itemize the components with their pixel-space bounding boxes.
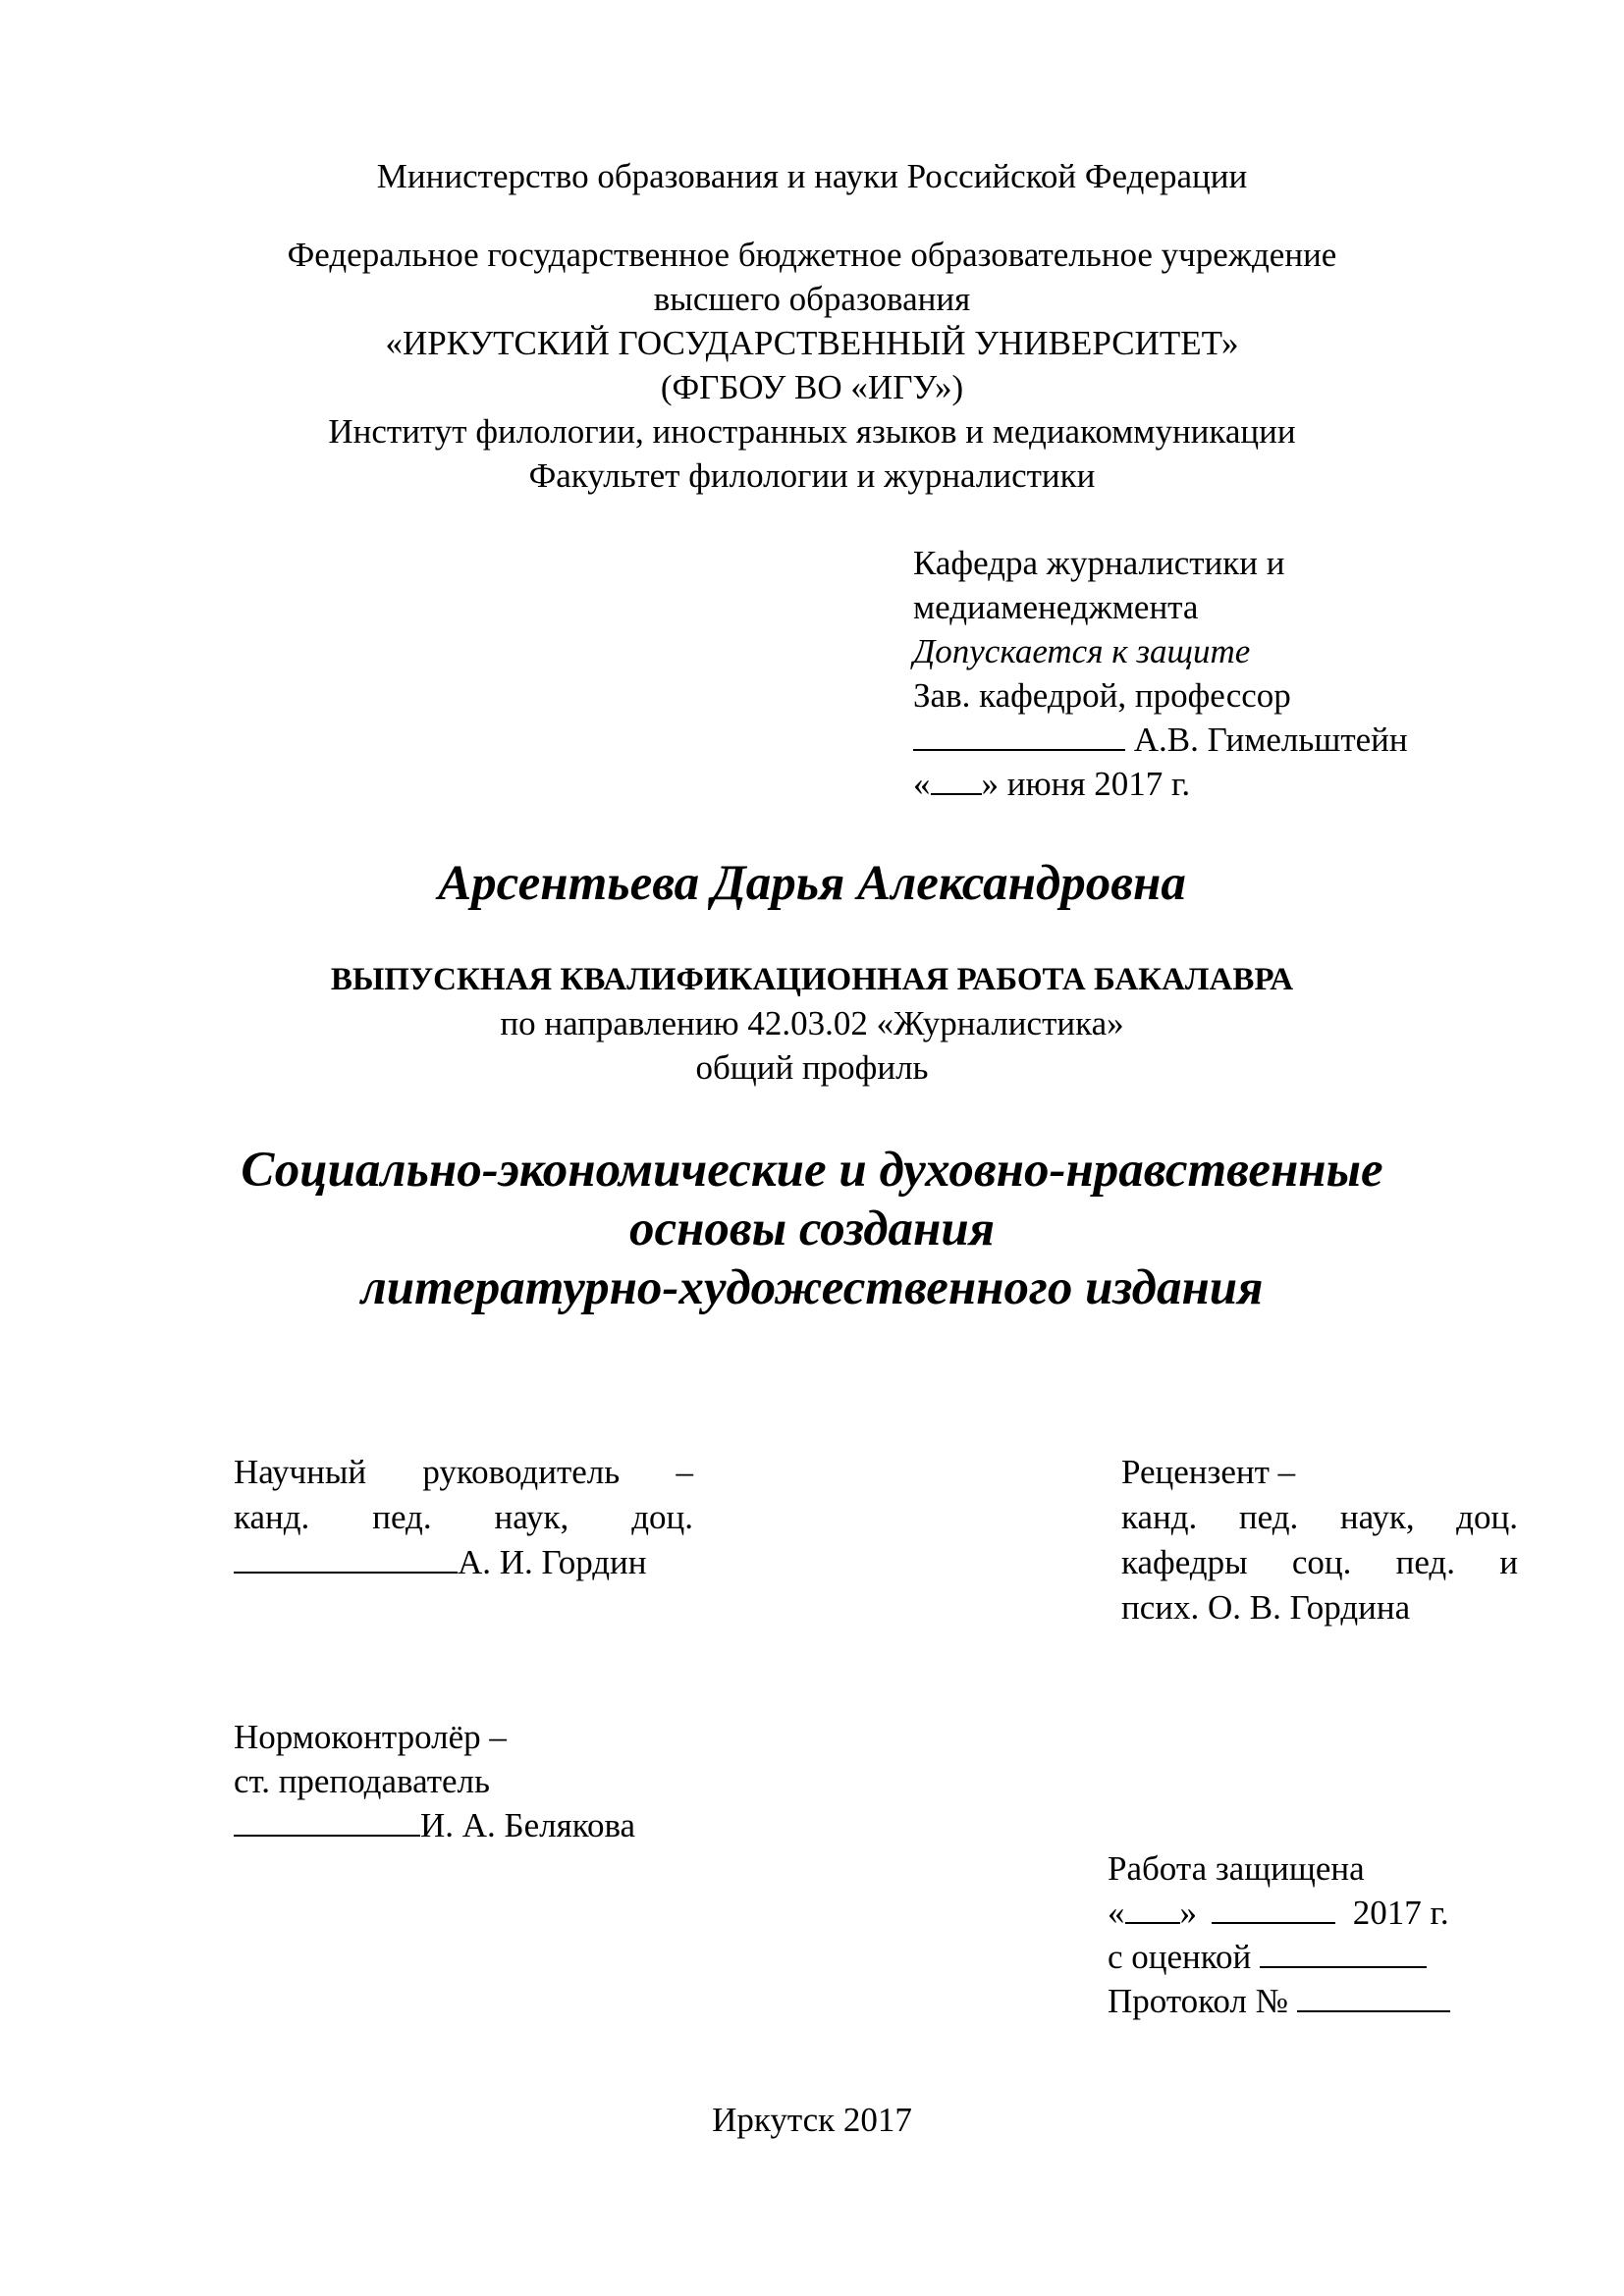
word: пед. <box>1238 1498 1299 1536</box>
admitted-to-defense: Допускается к защите <box>913 632 1251 670</box>
word: пед. <box>372 1498 432 1536</box>
word: доц. <box>631 1498 693 1536</box>
date-rest: » июня 2017 г. <box>981 765 1191 803</box>
month-blank <box>1212 1893 1335 1924</box>
faculty-line: Факультет филологии и журналистики <box>528 456 1096 495</box>
word: Научный <box>234 1453 367 1491</box>
reviewer-block <box>1121 1450 1518 1630</box>
head-of-department: Зав. кафедрой, профессор <box>913 676 1291 715</box>
word: доц. <box>1456 1498 1518 1536</box>
institution-line-2: высшего образования <box>653 280 971 318</box>
normcontrol-name: И. А. Белякова <box>420 1806 636 1844</box>
date-quote-close: » <box>1179 1894 1197 1932</box>
reviewer-role: Рецензент – <box>1121 1453 1296 1491</box>
normcontrol-position: ст. преподаватель <box>234 1762 490 1800</box>
word: канд. <box>1121 1498 1198 1536</box>
department-line-2: медиаменеджмента <box>913 588 1199 626</box>
day-blank <box>931 764 982 795</box>
work-type: ВЫПУСКНАЯ КВАЛИФИКАЦИОННАЯ РАБОТА БАКАЛАВРА <box>330 962 1294 997</box>
word: – <box>676 1453 693 1491</box>
defense-grade <box>1108 1936 1427 1979</box>
supervisor-name: А. И. Гордин <box>458 1543 647 1581</box>
institute-line: Институт филологии, иностранных языков и медиакоммуникации <box>328 412 1296 451</box>
word: соц. <box>1291 1543 1352 1581</box>
ministry-line: Министерство образования и науки Российской Федерации <box>376 157 1248 195</box>
day-blank <box>1125 1893 1180 1924</box>
word: канд. <box>234 1498 310 1536</box>
supervisor-degree <box>234 1495 693 1540</box>
author-name: Арсентьева Дарья Александровна <box>438 856 1186 911</box>
normcontrol-signature-line <box>234 1804 635 1847</box>
word: руководитель <box>422 1453 621 1491</box>
university-abbreviation: (ФГБОУ ВО «ИГУ») <box>660 368 964 406</box>
word: наук, <box>494 1498 569 1536</box>
date-quote-open: « <box>913 765 931 803</box>
signature-blank <box>913 720 1125 751</box>
defense-date <box>1108 1892 1449 1935</box>
supervisor-block <box>234 1450 693 1585</box>
department-line-1: Кафедра журналистики и <box>913 544 1285 582</box>
grade-label: с оценкой <box>1108 1938 1252 1976</box>
signature-blank <box>234 1542 458 1574</box>
topic-line-3: литературно-художественного издания <box>360 1260 1264 1315</box>
normcontrol-role: Нормоконтролёр – <box>234 1718 507 1756</box>
defense-year: 2017 г. <box>1352 1894 1449 1932</box>
defense-protocol <box>1108 1980 1450 2023</box>
signature-blank <box>234 1805 420 1837</box>
grade-blank <box>1260 1937 1427 1968</box>
reviewer-name: псих. О. В. Гордина <box>1121 1588 1411 1627</box>
city-year: Иркутск 2017 <box>712 2101 912 2139</box>
protocol-blank <box>1297 1981 1450 2012</box>
defense-title: Работа защищена <box>1108 1849 1365 1888</box>
topic-line-1: Социально-экономические и духовно-нравственные <box>241 1143 1383 1198</box>
supervisor-signature-line <box>234 1540 693 1585</box>
institution-line-1: Федеральное государственное бюджетное образовательное учреждение <box>287 236 1337 274</box>
reviewer-department <box>1121 1540 1518 1585</box>
university-name: «ИРКУТСКИЙ ГОСУДАРСТВЕННЫЙ УНИВЕРСИТЕТ» <box>385 324 1239 362</box>
word: пед. <box>1395 1543 1455 1581</box>
work-profile: общий профиль <box>695 1048 929 1087</box>
head-signature-line <box>913 719 1408 762</box>
word: наук, <box>1339 1498 1415 1536</box>
work-direction: по направлению 42.03.02 «Журналистика» <box>500 1004 1124 1042</box>
date-quote-open: « <box>1108 1894 1125 1932</box>
protocol-label: Протокол № <box>1108 1982 1289 2020</box>
topic-line-2: основы создания <box>628 1201 996 1256</box>
supervisor-role <box>234 1450 693 1495</box>
reviewer-degree <box>1121 1495 1518 1540</box>
word: кафедры <box>1121 1543 1248 1581</box>
head-name: А.В. Гимельштейн <box>1133 721 1408 759</box>
approval-date <box>913 763 1190 806</box>
word: и <box>1499 1543 1518 1581</box>
